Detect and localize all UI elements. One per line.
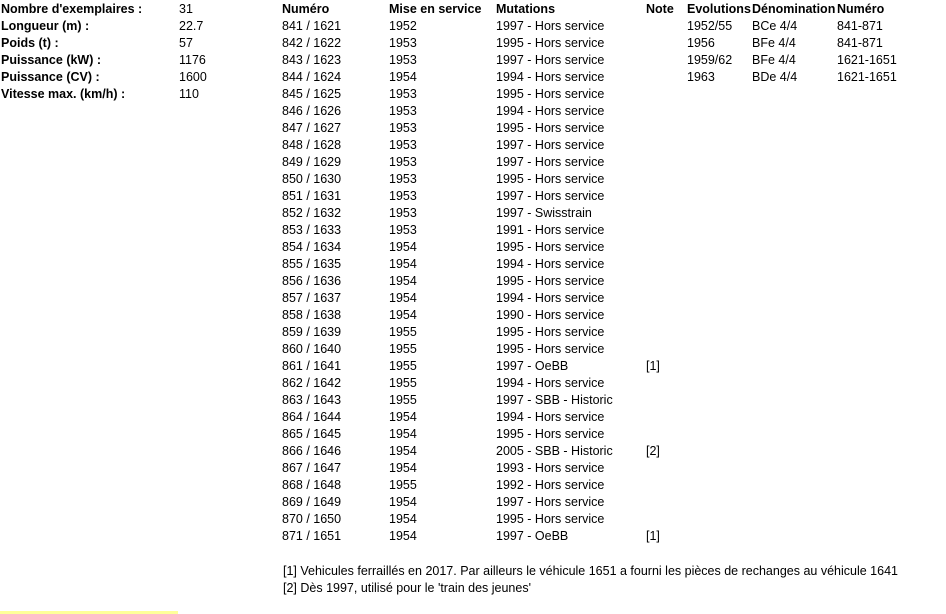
cell-note: [646, 426, 676, 443]
cell-note: [646, 205, 676, 222]
cell-note: [1]: [646, 529, 660, 543]
cell-note: [646, 494, 676, 511]
cell-mise-en-service: 1955: [389, 478, 417, 492]
cell-note: [646, 256, 676, 273]
cell-denomination: BCe 4/4: [752, 19, 798, 33]
table-row: [282, 205, 676, 222]
cell-evolution-year: 1959/62: [687, 53, 733, 67]
cell-note: [646, 307, 676, 324]
cell-numero: 865 / 1645: [282, 427, 342, 441]
spec-value: 31: [179, 2, 193, 16]
spec-label: Nombre d'exemplaires :: [1, 2, 143, 16]
table-row: [282, 511, 676, 528]
footnotes: [283, 563, 898, 597]
cell-denomination: BFe 4/4: [752, 36, 796, 50]
cell-mise-en-service: 1953: [389, 172, 417, 186]
table-row: [282, 426, 676, 443]
cell-note: [646, 477, 676, 494]
footnote-2: [2] Dès 1997, utilisé pour le 'train des jeunes': [283, 581, 531, 595]
cell-mutation: 1997 - OeBB: [496, 359, 569, 373]
cell-numero: 856 / 1636: [282, 274, 342, 288]
cell-mise-en-service: 1955: [389, 359, 417, 373]
cell-note: [646, 35, 676, 52]
cell-note: [646, 18, 676, 35]
evolution-row: [687, 18, 907, 35]
cell-note: [646, 103, 676, 120]
cell-mise-en-service: 1953: [389, 87, 417, 101]
header-note: Note: [646, 2, 674, 16]
table-row: [282, 120, 676, 137]
cell-mise-en-service: 1954: [389, 70, 417, 84]
cell-numero: 871 / 1651: [282, 529, 342, 543]
spec-value: 57: [179, 36, 193, 50]
table-row: [282, 154, 676, 171]
spec-value: 1600: [179, 70, 207, 84]
cell-mutation: 1997 - Swisstrain: [496, 206, 592, 220]
evolutions-table: [687, 1, 907, 86]
specifications-table: [1, 1, 207, 103]
cell-mise-en-service: 1955: [389, 376, 417, 390]
cell-numero: 862 / 1642: [282, 376, 342, 390]
cell-mutation: 1990 - Hors service: [496, 308, 605, 322]
table-row: [282, 52, 676, 69]
cell-evolution-year: 1952/55: [687, 19, 733, 33]
cell-evolution-year: 1956: [687, 36, 715, 50]
cell-numero: 845 / 1625: [282, 87, 342, 101]
spec-row: [1, 69, 207, 86]
cell-mutation: 1995 - Hors service: [496, 342, 605, 356]
cell-mise-en-service: 1953: [389, 138, 417, 152]
fleet-table-header: [282, 1, 676, 18]
cell-mise-en-service: 1953: [389, 121, 417, 135]
cell-note: [646, 171, 676, 188]
table-row: [282, 494, 676, 511]
cell-denomination: BDe 4/4: [752, 70, 798, 84]
cell-note: [646, 69, 676, 86]
cell-mise-en-service: 1954: [389, 461, 417, 475]
table-row: [282, 137, 676, 154]
cell-note: [646, 137, 676, 154]
cell-numero: 853 / 1633: [282, 223, 342, 237]
cell-mutation: 1997 - Hors service: [496, 495, 605, 509]
cell-mise-en-service: 1954: [389, 529, 417, 543]
spec-row: [1, 1, 207, 18]
cell-mise-en-service: 1954: [389, 495, 417, 509]
cell-note: [646, 188, 676, 205]
spec-value: 1176: [179, 53, 206, 67]
cell-mise-en-service: 1954: [389, 274, 417, 288]
fleet-table: [282, 1, 676, 545]
header-numero-range: Numéro: [837, 2, 885, 16]
cell-numero: 849 / 1629: [282, 155, 342, 169]
cell-note: [646, 341, 676, 358]
cell-mutation: 1995 - Hors service: [496, 240, 605, 254]
cell-numero: 863 / 1643: [282, 393, 342, 407]
cell-mutation: 1994 - Hors service: [496, 291, 605, 305]
spec-label: Puissance (CV) :: [1, 70, 100, 84]
cell-mise-en-service: 1955: [389, 342, 417, 356]
cell-mutation: 1995 - Hors service: [496, 427, 605, 441]
specifications-body: [1, 1, 207, 103]
cell-mise-en-service: 1953: [389, 155, 417, 169]
cell-mutation: 1994 - Hors service: [496, 104, 605, 118]
header-mutations: Mutations: [496, 2, 556, 16]
cell-numero: 852 / 1632: [282, 206, 342, 220]
header-denomination: Dénomination: [752, 2, 836, 16]
table-row: [282, 341, 676, 358]
cell-numero: 842 / 1622: [282, 36, 342, 50]
cell-denomination: BFe 4/4: [752, 53, 796, 67]
cell-mise-en-service: 1952: [389, 19, 417, 33]
cell-numero: 843 / 1623: [282, 53, 342, 67]
table-row: [282, 358, 676, 375]
cell-numero: 864 / 1644: [282, 410, 342, 424]
table-row: [282, 222, 676, 239]
spec-value: 110: [179, 87, 199, 101]
spec-value: 22.7: [179, 19, 204, 33]
table-row: [282, 528, 676, 545]
cell-mutation: 1997 - Hors service: [496, 155, 605, 169]
cell-numero: 869 / 1649: [282, 495, 342, 509]
cell-note: [646, 154, 676, 171]
cell-mise-en-service: 1954: [389, 444, 417, 458]
cell-mise-en-service: 1954: [389, 410, 417, 424]
cell-mutation: 1997 - OeBB: [496, 529, 569, 543]
cell-note: [646, 324, 676, 341]
cell-mise-en-service: 1953: [389, 104, 417, 118]
cell-numero: 860 / 1640: [282, 342, 342, 356]
header-numero: Numéro: [282, 2, 330, 16]
table-row: [282, 273, 676, 290]
cell-mise-en-service: 1954: [389, 257, 417, 271]
cell-note: [646, 409, 676, 426]
cell-mutation: 1992 - Hors service: [496, 478, 605, 492]
table-row: [282, 443, 676, 460]
cell-note: [646, 222, 676, 239]
spec-label: Poids (t) :: [1, 36, 59, 50]
evolutions-table-body: [687, 18, 907, 86]
evolution-row: [687, 35, 907, 52]
cell-mise-en-service: 1953: [389, 206, 417, 220]
table-row: [282, 460, 676, 477]
cell-numero-range: 841-871: [837, 36, 883, 50]
cell-numero: 857 / 1637: [282, 291, 342, 305]
cell-note: [646, 375, 676, 392]
cell-numero: 844 / 1624: [282, 70, 342, 84]
cell-mutation: 1997 - Hors service: [496, 138, 605, 152]
cell-mutation: 1994 - Hors service: [496, 410, 605, 424]
cell-numero: 851 / 1631: [282, 189, 342, 203]
cell-numero: 858 / 1638: [282, 308, 342, 322]
cell-note: [646, 86, 676, 103]
cell-note: [646, 290, 676, 307]
cell-numero: 855 / 1635: [282, 257, 342, 271]
footnote-1: [1] Vehicules ferraillés en 2017. Par ailleurs le véhicule 1651 a fourni les pièces de rechanges au véhicule 1641: [283, 564, 898, 578]
cell-note: [646, 239, 676, 256]
header-mise-en-service: Mise en service: [389, 2, 482, 16]
cell-mutation: 1995 - Hors service: [496, 87, 605, 101]
table-row: [282, 307, 676, 324]
cell-note: [1]: [646, 359, 660, 373]
cell-mise-en-service: 1954: [389, 291, 417, 305]
cell-note: [646, 511, 676, 528]
cell-mutation: 1997 - SBB - Historic: [496, 393, 613, 407]
cell-mutation: 1995 - Hors service: [496, 121, 605, 135]
cell-note: [646, 52, 676, 69]
evolution-row: [687, 69, 907, 86]
cell-numero: 854 / 1634: [282, 240, 342, 254]
fleet-header-row: [282, 1, 676, 18]
cell-note: [646, 392, 676, 409]
spec-label: Puissance (kW) :: [1, 53, 102, 67]
table-row: [282, 290, 676, 307]
cell-note: [646, 273, 676, 290]
cell-mise-en-service: 1953: [389, 36, 417, 50]
cell-mutation: 1994 - Hors service: [496, 376, 605, 390]
cell-mise-en-service: 1954: [389, 240, 417, 254]
cell-mise-en-service: 1953: [389, 53, 417, 67]
cell-mise-en-service: 1953: [389, 223, 417, 237]
cell-mutation: 1995 - Hors service: [496, 325, 605, 339]
spec-row: [1, 52, 207, 69]
cell-numero-range: 841-871: [837, 19, 883, 33]
cell-mutation: 1997 - Hors service: [496, 53, 605, 67]
cell-mise-en-service: 1953: [389, 189, 417, 203]
cell-numero: 847 / 1627: [282, 121, 342, 135]
fleet-table-body: [282, 18, 676, 545]
cell-mutation: 1997 - Hors service: [496, 189, 605, 203]
table-row: [282, 392, 676, 409]
table-row: [282, 477, 676, 494]
cell-mutation: 1995 - Hors service: [496, 274, 605, 288]
cell-numero-range: 1621-1651: [837, 53, 897, 67]
spec-row: [1, 35, 207, 52]
cell-mise-en-service: 1954: [389, 512, 417, 526]
cell-mise-en-service: 1954: [389, 308, 417, 322]
spec-label: Vitesse max. (km/h) :: [1, 87, 126, 101]
table-row: [282, 324, 676, 341]
cell-numero: 850 / 1630: [282, 172, 342, 186]
spec-label: Longueur (m) :: [1, 19, 90, 33]
header-evolutions: Evolutions: [687, 2, 751, 16]
table-row: [282, 69, 676, 86]
cell-numero-range: 1621-1651: [837, 70, 897, 84]
table-row: [282, 18, 676, 35]
table-row: [282, 103, 676, 120]
table-row: [282, 188, 676, 205]
cell-numero: 848 / 1628: [282, 138, 342, 152]
cell-numero: 867 / 1647: [282, 461, 342, 475]
table-row: [282, 239, 676, 256]
table-row: [282, 86, 676, 103]
cell-mutation: 1994 - Hors service: [496, 70, 605, 84]
table-row: [282, 409, 676, 426]
table-row: [282, 35, 676, 52]
cell-numero: 861 / 1641: [282, 359, 342, 373]
cell-mutation: 1997 - Hors service: [496, 19, 605, 33]
cell-numero: 870 / 1650: [282, 512, 342, 526]
evolutions-table-header: [687, 1, 907, 18]
cell-mise-en-service: 1955: [389, 393, 417, 407]
cell-mutation: 1991 - Hors service: [496, 223, 605, 237]
table-row: [282, 256, 676, 273]
cell-note: [646, 120, 676, 137]
cell-mutation: 1995 - Hors service: [496, 172, 605, 186]
cell-mutation: 1995 - Hors service: [496, 512, 605, 526]
spec-row: [1, 86, 207, 103]
cell-mutation: 1994 - Hors service: [496, 257, 605, 271]
cell-mutation: 2005 - SBB - Historic: [496, 444, 613, 458]
cell-mise-en-service: 1955: [389, 325, 417, 339]
table-row: [282, 171, 676, 188]
cell-numero: 866 / 1646: [282, 444, 342, 458]
cell-numero: 841 / 1621: [282, 19, 342, 33]
cell-mutation: 1993 - Hors service: [496, 461, 605, 475]
cell-numero: 846 / 1626: [282, 104, 342, 118]
evolution-row: [687, 52, 907, 69]
table-row: [282, 375, 676, 392]
cell-mutation: 1995 - Hors service: [496, 36, 605, 50]
cell-numero: 859 / 1639: [282, 325, 342, 339]
cell-evolution-year: 1963: [687, 70, 715, 84]
cell-numero: 868 / 1648: [282, 478, 342, 492]
cell-note: [646, 460, 676, 477]
cell-note: [2]: [646, 444, 660, 458]
evolutions-header-row: [687, 1, 907, 18]
cell-mise-en-service: 1954: [389, 427, 417, 441]
spec-row: [1, 18, 207, 35]
